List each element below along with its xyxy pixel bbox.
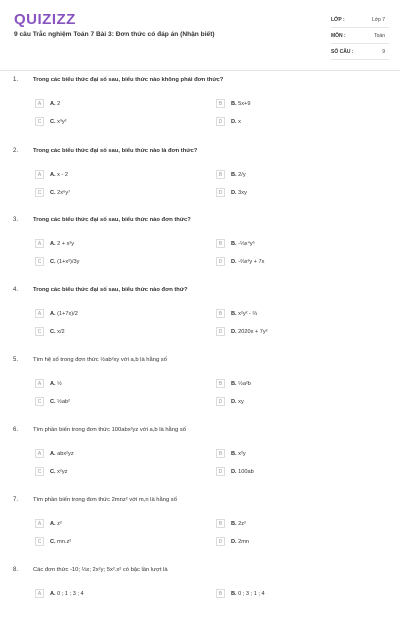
meta-key: SỐ CÂU :	[331, 48, 354, 55]
option-text	[231, 259, 264, 265]
question-5	[0, 357, 400, 421]
header-divider	[0, 70, 400, 71]
meta-value: Toán	[374, 32, 385, 39]
option-value: 3xy	[238, 189, 247, 196]
option-text	[231, 241, 255, 247]
option-value: 2020x + 7y²	[238, 328, 268, 335]
option-label: B.	[231, 450, 237, 457]
option-label: A.	[50, 590, 56, 597]
option-letter-box: A	[35, 99, 44, 108]
question-number: 6.	[13, 427, 19, 433]
option-value: ½a²b	[238, 380, 251, 387]
question-4	[0, 287, 400, 351]
option-label: A.	[50, 380, 56, 387]
option-value: -⅓x⁴y⁵	[238, 240, 256, 247]
option-label: A.	[50, 520, 56, 527]
option-a[interactable]	[35, 448, 74, 459]
question-text: Trong các biểu thức đại số sau, biểu thức nào đơn thức?	[33, 217, 191, 223]
option-b[interactable]	[216, 378, 251, 389]
option-label: D.	[231, 398, 237, 405]
option-c[interactable]	[35, 187, 70, 198]
option-text	[231, 469, 254, 475]
option-a[interactable]	[35, 518, 62, 529]
option-b[interactable]	[216, 169, 246, 180]
option-text	[231, 381, 251, 387]
option-text	[231, 451, 246, 457]
option-label: D.	[231, 468, 237, 475]
option-d[interactable]	[216, 466, 254, 477]
option-label: B.	[231, 171, 237, 178]
option-value: x	[238, 118, 241, 125]
question-text: Tìm hệ số trong đơn thức ½ab²xy với a,b là hằng số	[33, 357, 167, 363]
option-value: x²y	[238, 450, 246, 457]
option-text	[231, 311, 257, 317]
option-d[interactable]	[216, 116, 241, 127]
option-label: C.	[50, 189, 56, 196]
option-letter-box: C	[35, 397, 44, 406]
option-label: A.	[50, 100, 56, 107]
option-value: 2z²	[238, 520, 246, 527]
option-label: C.	[50, 538, 56, 545]
option-b[interactable]	[216, 448, 246, 459]
option-letter-box: B	[216, 449, 225, 458]
option-letter-box: A	[35, 449, 44, 458]
option-letter-box: D	[216, 467, 225, 476]
option-text	[50, 241, 74, 247]
option-a[interactable]	[35, 238, 74, 249]
option-value: -⅔x³y + 7x	[238, 258, 265, 265]
option-b[interactable]	[216, 588, 265, 599]
option-d[interactable]	[216, 256, 264, 267]
option-value: x - 2	[57, 171, 69, 178]
option-letter-box: A	[35, 379, 44, 388]
option-value: 0 ; 3 ; 1 ; 4	[238, 590, 265, 597]
option-text	[50, 259, 79, 265]
option-text	[50, 190, 70, 196]
question-number: 3.	[13, 217, 19, 223]
worksheet-meta	[331, 12, 389, 60]
question-1	[0, 77, 400, 141]
option-c[interactable]	[35, 466, 67, 477]
option-text	[231, 539, 249, 545]
option-c[interactable]	[35, 116, 66, 127]
meta-value: 9	[382, 48, 385, 55]
option-letter-box: B	[216, 99, 225, 108]
option-letter-box: C	[35, 257, 44, 266]
option-label: D.	[231, 258, 237, 265]
option-letter-box: B	[216, 239, 225, 248]
worksheet-title: 9 câu Trắc nghiệm Toán 7 Bài 3: Đơn thức có đáp án (Nhận biết)	[14, 31, 215, 38]
option-value: 2x⁶y⁷	[57, 189, 71, 196]
option-value: 2mn	[238, 538, 250, 545]
option-d[interactable]	[216, 187, 247, 198]
option-text	[231, 119, 241, 125]
option-letter-box: C	[35, 327, 44, 336]
option-value: (1+7x)/2	[57, 310, 78, 317]
option-letter-box: B	[216, 379, 225, 388]
question-2	[0, 148, 400, 212]
option-text	[50, 119, 66, 125]
option-letter-box: D	[216, 188, 225, 197]
option-letter-box: D	[216, 537, 225, 546]
option-text	[50, 329, 65, 335]
option-value: 0 ; 1 ; 3 ; 4	[57, 590, 84, 597]
option-c[interactable]	[35, 326, 65, 337]
option-text	[50, 591, 84, 597]
option-label: D.	[231, 189, 237, 196]
meta-value: Lớp 7	[371, 16, 385, 23]
option-label: A.	[50, 240, 56, 247]
option-label: B.	[231, 380, 237, 387]
option-value: ½	[57, 380, 62, 387]
meta-key: LỚP :	[331, 16, 345, 23]
option-text	[231, 190, 247, 196]
meta-row-grade	[331, 12, 389, 28]
option-letter-box: B	[216, 170, 225, 179]
option-b[interactable]	[216, 238, 255, 249]
option-value: xy	[238, 398, 244, 405]
question-number: 2.	[13, 148, 19, 154]
question-text: Trong các biểu thức đại số sau, biểu thức nào là đơn thức?	[33, 148, 198, 154]
option-text	[231, 521, 246, 527]
option-text	[50, 101, 60, 107]
question-text: Trong các biểu thức đại số sau, biểu thức nào đơn thứ?	[33, 287, 188, 293]
option-letter-box: B	[216, 309, 225, 318]
option-letter-box: C	[35, 537, 44, 546]
question-text: Tìm phần biến trong đơn thức 100abx²yz với a,b là hằng số	[33, 427, 186, 433]
meta-row-count	[331, 44, 389, 60]
option-value: (1+x²)/3y	[57, 258, 80, 265]
option-label: B.	[231, 590, 237, 597]
option-value: x²y² - ⅔	[238, 310, 258, 317]
option-label: D.	[231, 538, 237, 545]
question-text: Tìm phần biến trong đơn thức 2mnz² với m,n là hằng số	[33, 497, 177, 503]
option-label: C.	[50, 258, 56, 265]
option-letter-box: C	[35, 117, 44, 126]
question-number: 8.	[13, 567, 19, 573]
option-value: z²	[57, 520, 62, 527]
option-letter-box: A	[35, 589, 44, 598]
option-text	[231, 591, 265, 597]
option-label: A.	[50, 310, 56, 317]
option-value: 2 + x²y	[57, 240, 75, 247]
question-number: 4.	[13, 287, 19, 293]
option-letter-box: A	[35, 519, 44, 528]
option-value: abx²yz	[57, 450, 74, 457]
option-label: C.	[50, 398, 56, 405]
option-a[interactable]	[35, 98, 60, 109]
question-text: Trong các biểu thức đại số sau, biểu thức nào không phải đơn thức?	[33, 77, 224, 83]
option-letter-box: B	[216, 589, 225, 598]
worksheet-header	[0, 0, 400, 62]
option-label: D.	[231, 328, 237, 335]
option-letter-box: A	[35, 309, 44, 318]
option-text	[231, 172, 246, 178]
meta-key: MÔN :	[331, 32, 346, 39]
option-label: A.	[50, 171, 56, 178]
option-value: x/2	[57, 328, 65, 335]
option-label: B.	[231, 240, 237, 247]
option-text	[231, 101, 250, 107]
option-a[interactable]	[35, 378, 62, 389]
option-value: x³y²	[57, 118, 67, 125]
option-d[interactable]	[216, 396, 244, 407]
meta-row-subject	[331, 28, 389, 44]
option-text	[50, 399, 70, 405]
option-value: x²yz	[57, 468, 68, 475]
option-letter-box: D	[216, 327, 225, 336]
question-number: 1.	[13, 77, 19, 83]
option-text	[50, 172, 68, 178]
option-text	[50, 451, 74, 457]
option-value: 100ab	[238, 468, 254, 475]
option-label: B.	[231, 520, 237, 527]
option-label: C.	[50, 468, 56, 475]
option-text	[50, 539, 71, 545]
option-text	[50, 469, 67, 475]
option-a[interactable]	[35, 169, 68, 180]
option-c[interactable]	[35, 396, 70, 407]
option-letter-box: A	[35, 239, 44, 248]
option-label: C.	[50, 328, 56, 335]
option-c[interactable]	[35, 536, 71, 547]
option-text	[231, 329, 268, 335]
option-label: B.	[231, 100, 237, 107]
option-label: A.	[50, 450, 56, 457]
option-text	[50, 381, 62, 387]
option-b[interactable]	[216, 518, 246, 529]
question-7	[0, 497, 400, 561]
option-value: 2/y	[238, 171, 246, 178]
option-letter-box: D	[216, 397, 225, 406]
question-number: 5.	[13, 357, 19, 363]
option-letter-box: C	[35, 188, 44, 197]
option-value: 2	[57, 100, 61, 107]
option-letter-box: C	[35, 467, 44, 476]
option-text	[50, 521, 62, 527]
option-text	[50, 311, 78, 317]
question-6	[0, 427, 400, 491]
option-b[interactable]	[216, 308, 257, 319]
option-c[interactable]	[35, 256, 79, 267]
option-label: B.	[231, 310, 237, 317]
option-b[interactable]	[216, 98, 250, 109]
question-8	[0, 567, 400, 631]
question-text: Các đơn thức -10; ⅓x; 2x²y; 5x².x² có bậc lần lượt là	[33, 567, 168, 573]
option-text	[231, 399, 244, 405]
option-value: mn.z²	[57, 538, 72, 545]
option-value: ½ab²	[57, 398, 70, 405]
option-a[interactable]	[35, 588, 84, 599]
option-letter-box: A	[35, 170, 44, 179]
question-3	[0, 217, 400, 281]
question-number: 7.	[13, 497, 19, 503]
option-letter-box: D	[216, 117, 225, 126]
option-letter-box: D	[216, 257, 225, 266]
option-label: C.	[50, 118, 56, 125]
option-value: 5x+9	[238, 100, 251, 107]
option-a[interactable]	[35, 308, 78, 319]
option-letter-box: B	[216, 519, 225, 528]
option-label: D.	[231, 118, 237, 125]
option-d[interactable]	[216, 326, 268, 337]
option-d[interactable]	[216, 536, 249, 547]
quizizz-logo: QUIZIZZ	[14, 11, 76, 28]
